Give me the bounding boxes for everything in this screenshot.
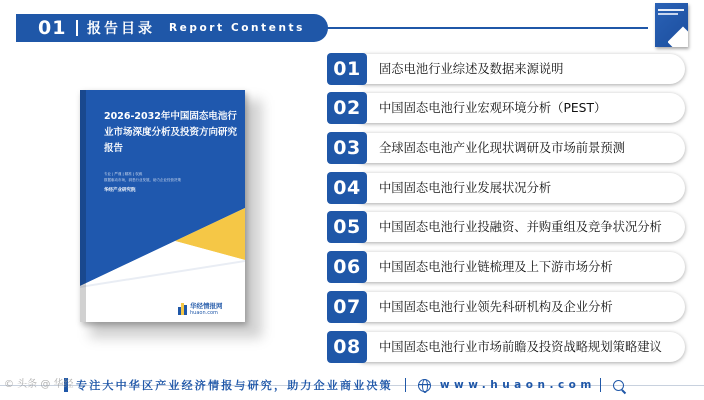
toc-item[interactable] <box>327 92 685 124</box>
watermark: © 头条 @ 华经 <box>4 379 74 390</box>
cover-tags: 专业 | 严谨 | 精准 | 权威 数据驱动市场，洞悉行业发展，助力企业经营决策 <box>104 172 181 182</box>
footer-divider-2 <box>600 378 601 392</box>
header-rule <box>320 27 648 29</box>
cover-logo <box>178 302 223 316</box>
toc-item-number: 04 <box>327 172 367 204</box>
toc-item-number: 03 <box>327 132 367 164</box>
toc-item[interactable] <box>327 132 685 164</box>
toc-item[interactable] <box>327 211 685 243</box>
report-cover <box>80 90 245 322</box>
toc-item-number: 08 <box>327 331 367 363</box>
toc-item-label: 中国固态电池行业发展状况分析 <box>379 181 552 195</box>
logo-name: 华经情报网 <box>190 302 223 310</box>
toc-item[interactable] <box>327 53 685 85</box>
toc-item-label: 中国固态电池行业投融资、并购重组及竞争状况分析 <box>379 220 662 234</box>
toc-item[interactable] <box>327 331 685 363</box>
toc-item-label: 中国固态电池行业市场前瞻及投资战略规划策略建议 <box>379 340 662 354</box>
cover-spine <box>80 90 86 322</box>
page-subtitle: Report Contents <box>168 22 306 34</box>
section-number: 01 <box>38 17 67 39</box>
header-divider <box>76 20 78 36</box>
logo-bars-icon <box>178 303 187 315</box>
toc-item-number: 07 <box>327 291 367 323</box>
header-banner <box>16 14 328 42</box>
toc-item-label: 全球固态电池产业化现状调研及市场前景预测 <box>379 141 625 155</box>
toc-item[interactable] <box>327 291 685 323</box>
report-thumbnail <box>655 3 688 47</box>
logo-url: huaon.com <box>190 310 218 316</box>
toc-item[interactable] <box>327 251 685 283</box>
toc-item-number: 06 <box>327 251 367 283</box>
toc-item-label: 固态电池行业综述及数据来源说明 <box>379 62 564 76</box>
page-title: 报告目录 <box>86 21 155 37</box>
toc-item-number: 05 <box>327 211 367 243</box>
toc-item-number: 01 <box>327 53 367 85</box>
cover-publisher: 华经产业研究院 <box>104 188 136 193</box>
globe-icon <box>418 379 431 392</box>
footer-slogan: 专注大中华区产业经济情报与研究，助力企业商业决策 <box>76 379 393 392</box>
footer-divider <box>405 378 406 392</box>
search-icon[interactable] <box>613 380 624 391</box>
toc-item[interactable] <box>327 172 685 204</box>
toc-item-number: 02 <box>327 92 367 124</box>
toc-item-label: 中国固态电池行业领先科研机构及企业分析 <box>379 300 613 314</box>
cover-title: 2026-2032年中国固态电池行业市场深度分析及投资方向研究报告 <box>104 111 238 154</box>
footer <box>14 376 690 394</box>
footer-url[interactable]: www.huaon.com <box>439 379 596 391</box>
toc-item-label: 中国固态电池行业链梳理及上下游市场分析 <box>379 260 613 274</box>
toc-item-label: 中国固态电池行业宏观环境分析（PEST） <box>379 101 607 115</box>
